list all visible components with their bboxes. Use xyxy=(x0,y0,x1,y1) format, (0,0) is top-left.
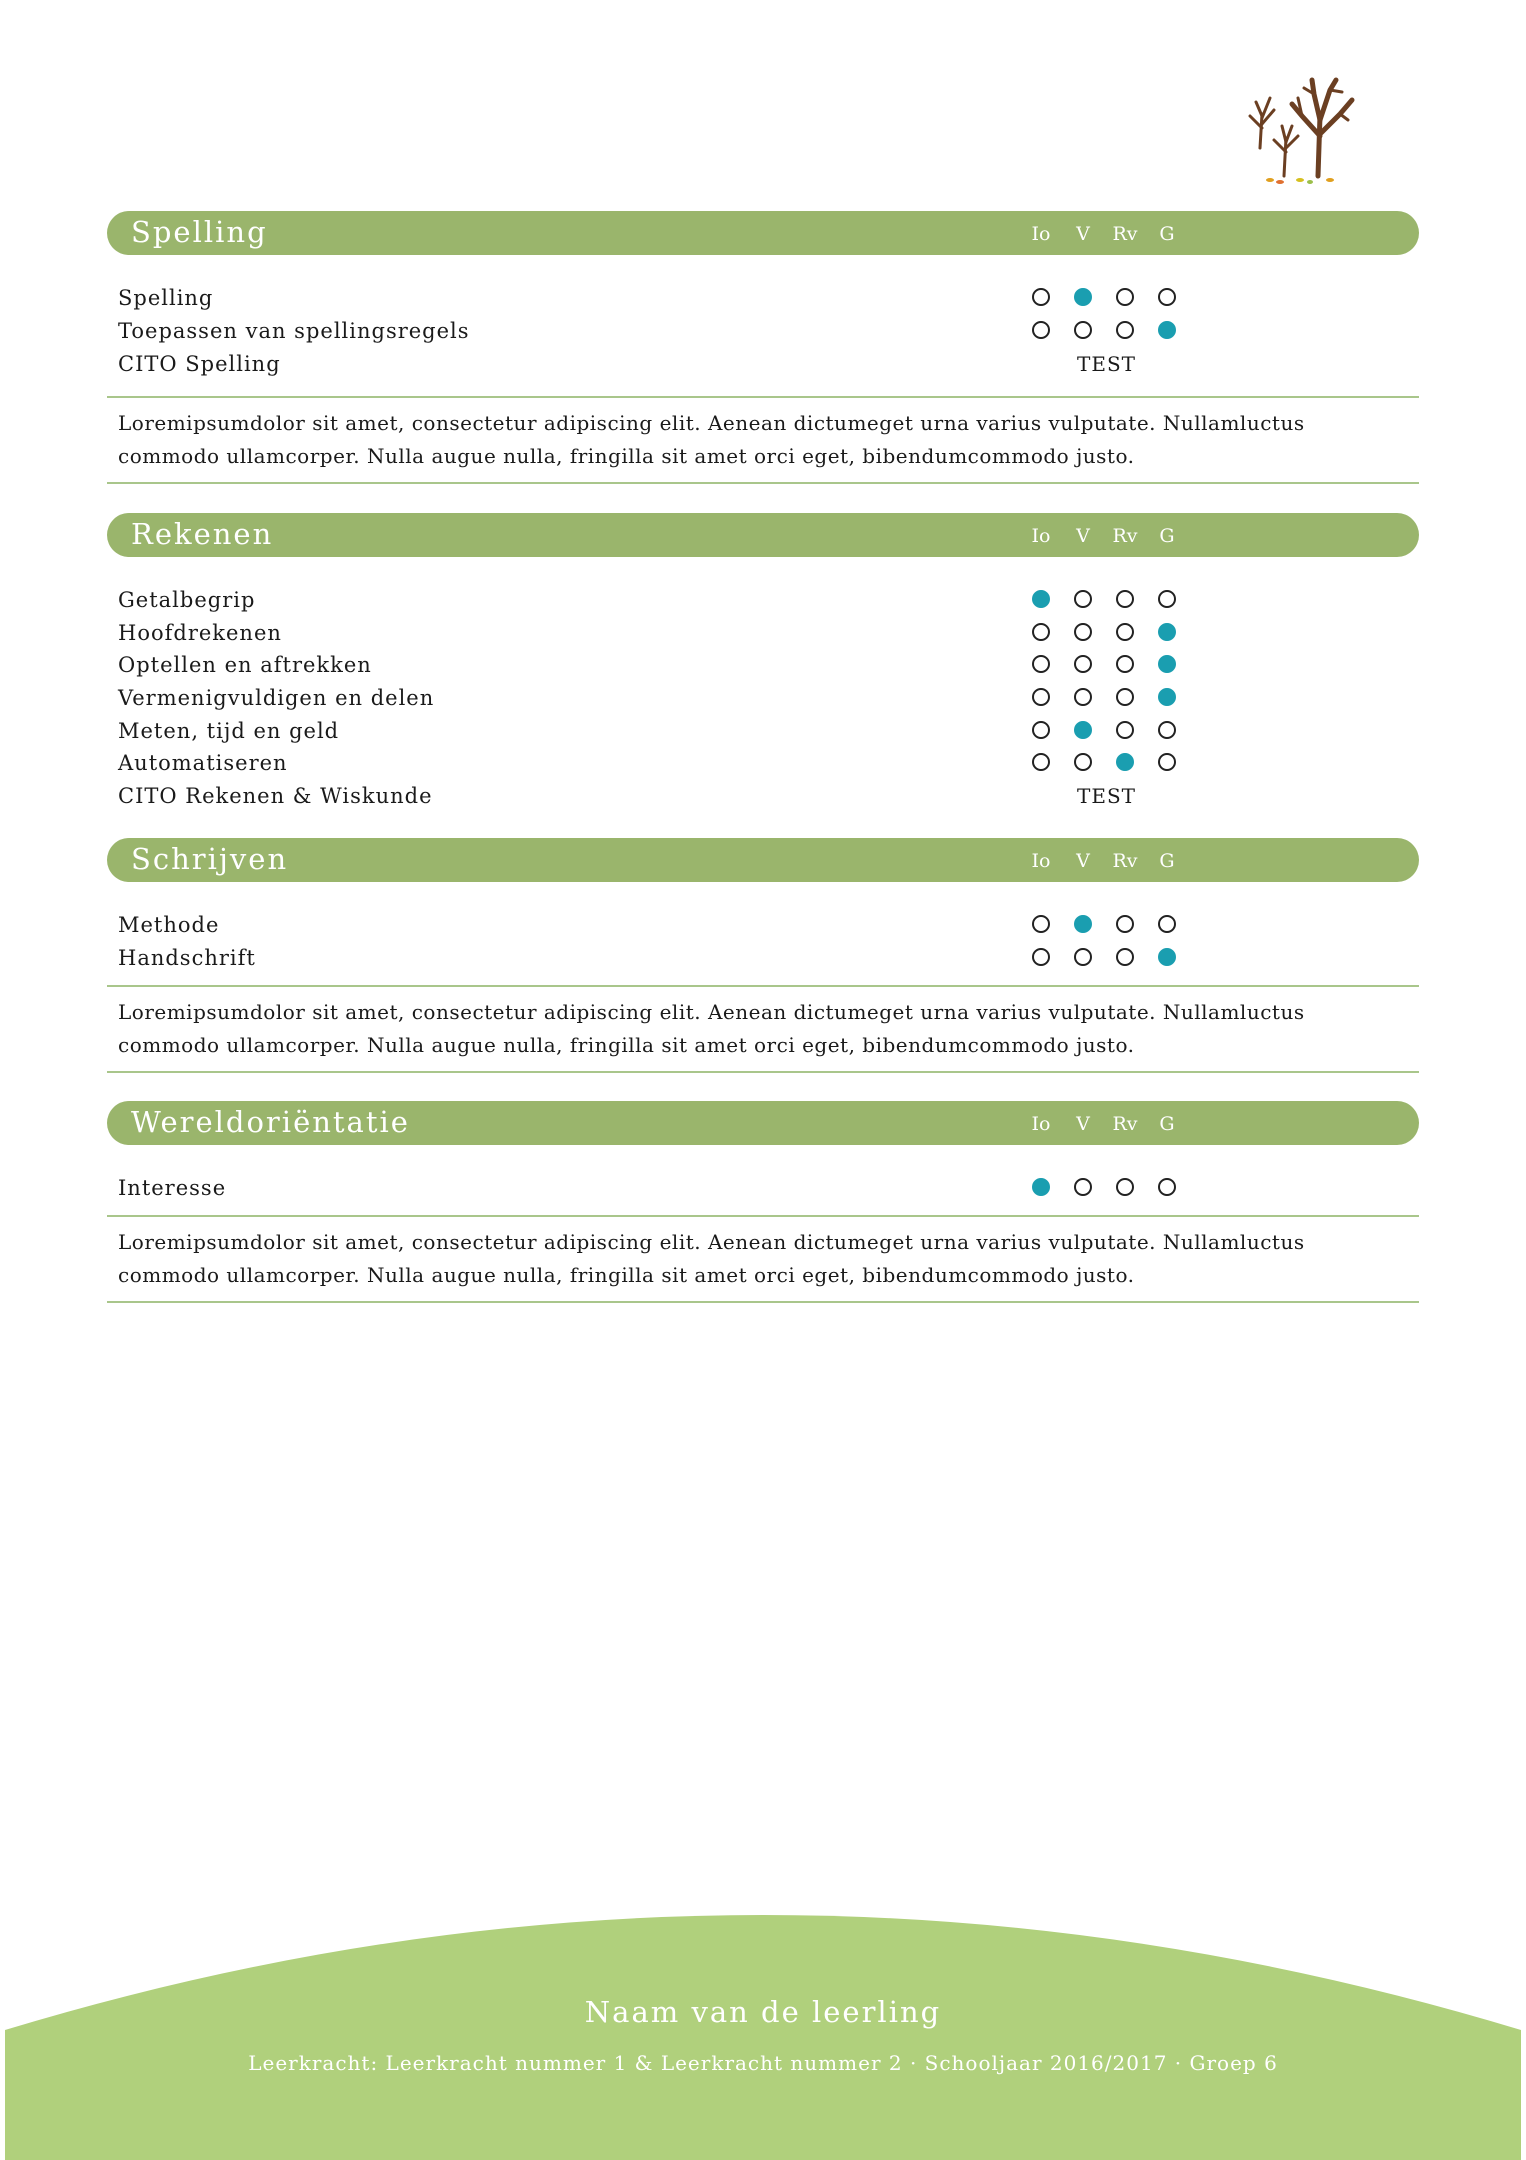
rating-dot-rv xyxy=(1116,1178,1134,1196)
rating-dot-g xyxy=(1158,590,1176,608)
student-name: Naam van de leerling xyxy=(584,1995,942,2029)
rating-dot-io xyxy=(1032,655,1050,673)
footer-background xyxy=(0,1900,1526,2160)
rating-dot-io xyxy=(1032,688,1050,706)
rating-dot-io xyxy=(1032,288,1050,306)
comment-text: Loremipsumdolor sit amet, consectetur adipiscing elit. Aenean dictumeget urna varius vulputate. Nullamluctus commodo ullamcorper. Nulla augue nulla, fringilla sit amet orci eget, bibendumcommodo justo. xyxy=(118,411,1305,468)
column-header-v: V xyxy=(1076,1113,1090,1135)
column-header-rv: Rv xyxy=(1112,223,1138,245)
row-label: Handschrift xyxy=(118,946,256,970)
rating-dot-io xyxy=(1032,590,1050,608)
test-value: TEST xyxy=(1077,352,1136,376)
column-header-v: V xyxy=(1076,850,1090,872)
row-label: Spelling xyxy=(118,286,214,310)
column-header-g: G xyxy=(1159,525,1175,547)
rating-dot-rv xyxy=(1116,753,1134,771)
row-label: Hoofdrekenen xyxy=(118,621,282,645)
row-label: Automatiseren xyxy=(118,751,288,775)
row-label: CITO Spelling xyxy=(118,352,281,376)
divider xyxy=(107,1071,1419,1073)
rating-dot-g xyxy=(1158,1178,1176,1196)
rating-dot-g xyxy=(1158,688,1176,706)
column-header-rv: Rv xyxy=(1112,525,1138,547)
rating-dot-g xyxy=(1158,623,1176,641)
divider xyxy=(107,1215,1419,1217)
comment-text: Loremipsumdolor sit amet, consectetur adipiscing elit. Aenean dictumeget urna varius vulputate. Nullamluctus commodo ullamcorper. Nulla augue nulla, fringilla sit amet orci eget, bibendumcommodo justo. xyxy=(118,1000,1305,1057)
row-label: Getalbegrip xyxy=(118,588,256,612)
row-label: Interesse xyxy=(118,1176,227,1200)
column-header-g: G xyxy=(1159,223,1175,245)
column-header-rv: Rv xyxy=(1112,1113,1138,1135)
rating-dot-rv xyxy=(1116,948,1134,966)
rating-dot-g xyxy=(1158,321,1176,339)
rating-dot-g xyxy=(1158,915,1176,933)
column-header-io: Io xyxy=(1031,850,1051,872)
comment-text: Loremipsumdolor sit amet, consectetur adipiscing elit. Aenean dictumeget urna varius vulputate. Nullamluctus commodo ullamcorper. Nulla augue nulla, fringilla sit amet orci eget, bibendumcommodo justo. xyxy=(118,1230,1305,1287)
column-header-g: G xyxy=(1159,1113,1175,1135)
rating-dot-io xyxy=(1032,753,1050,771)
rating-dot-v xyxy=(1074,1178,1092,1196)
rating-dot-v xyxy=(1074,915,1092,933)
rating-dot-rv xyxy=(1116,590,1134,608)
row-label: Meten, tijd en geld xyxy=(118,719,340,743)
column-header-g: G xyxy=(1159,850,1175,872)
section-title: Schrijven xyxy=(131,842,289,876)
row-label: CITO Rekenen & Wiskunde xyxy=(118,784,433,808)
row-label: Vermenigvuldigen en delen xyxy=(118,686,435,710)
tree-logo-icon xyxy=(1240,76,1370,188)
divider xyxy=(107,1301,1419,1303)
column-header-rv: Rv xyxy=(1112,850,1138,872)
test-value: TEST xyxy=(1077,784,1136,808)
rating-dot-g xyxy=(1158,721,1176,739)
divider xyxy=(107,396,1419,398)
rating-dot-g xyxy=(1158,288,1176,306)
rating-dot-g xyxy=(1158,753,1176,771)
column-header-io: Io xyxy=(1031,525,1051,547)
row-label: Optellen en aftrekken xyxy=(118,653,372,677)
rating-dot-rv xyxy=(1116,321,1134,339)
rating-dot-rv xyxy=(1116,655,1134,673)
section-header-rekenen xyxy=(107,513,1419,557)
row-label: Methode xyxy=(118,913,220,937)
column-header-v: V xyxy=(1076,525,1090,547)
rating-dot-rv xyxy=(1116,288,1134,306)
rating-dot-rv xyxy=(1116,721,1134,739)
rating-dot-io xyxy=(1032,721,1050,739)
section-header-spelling xyxy=(107,211,1419,255)
rating-dot-v xyxy=(1074,623,1092,641)
rating-dot-g xyxy=(1158,948,1176,966)
rating-dot-v xyxy=(1074,590,1092,608)
rating-dot-rv xyxy=(1116,623,1134,641)
rating-dot-v xyxy=(1074,753,1092,771)
rating-dot-rv xyxy=(1116,915,1134,933)
section-header-wereldorientatie xyxy=(107,1101,1419,1145)
rating-dot-rv xyxy=(1116,688,1134,706)
rating-dot-io xyxy=(1032,948,1050,966)
footer-details: Leerkracht: Leerkracht nummer 1 & Leerkracht nummer 2 · Schooljaar 2016/2017 · Groep 6 xyxy=(248,2051,1278,2075)
column-header-v: V xyxy=(1076,223,1090,245)
rating-dot-io xyxy=(1032,321,1050,339)
rating-dot-v xyxy=(1074,655,1092,673)
rating-dot-v xyxy=(1074,688,1092,706)
section-title: Wereldoriëntatie xyxy=(131,1105,410,1139)
divider xyxy=(107,985,1419,987)
section-header-schrijven xyxy=(107,838,1419,882)
section-title: Rekenen xyxy=(131,517,274,551)
row-label: Toepassen van spellingsregels xyxy=(118,319,470,343)
column-header-io: Io xyxy=(1031,223,1051,245)
section-title: Spelling xyxy=(131,215,268,249)
rating-dot-io xyxy=(1032,623,1050,641)
rating-dot-io xyxy=(1032,915,1050,933)
divider xyxy=(107,482,1419,484)
column-header-io: Io xyxy=(1031,1113,1051,1135)
rating-dot-g xyxy=(1158,655,1176,673)
rating-dot-v xyxy=(1074,321,1092,339)
rating-dot-io xyxy=(1032,1178,1050,1196)
rating-dot-v xyxy=(1074,721,1092,739)
rating-dot-v xyxy=(1074,948,1092,966)
rating-dot-v xyxy=(1074,288,1092,306)
